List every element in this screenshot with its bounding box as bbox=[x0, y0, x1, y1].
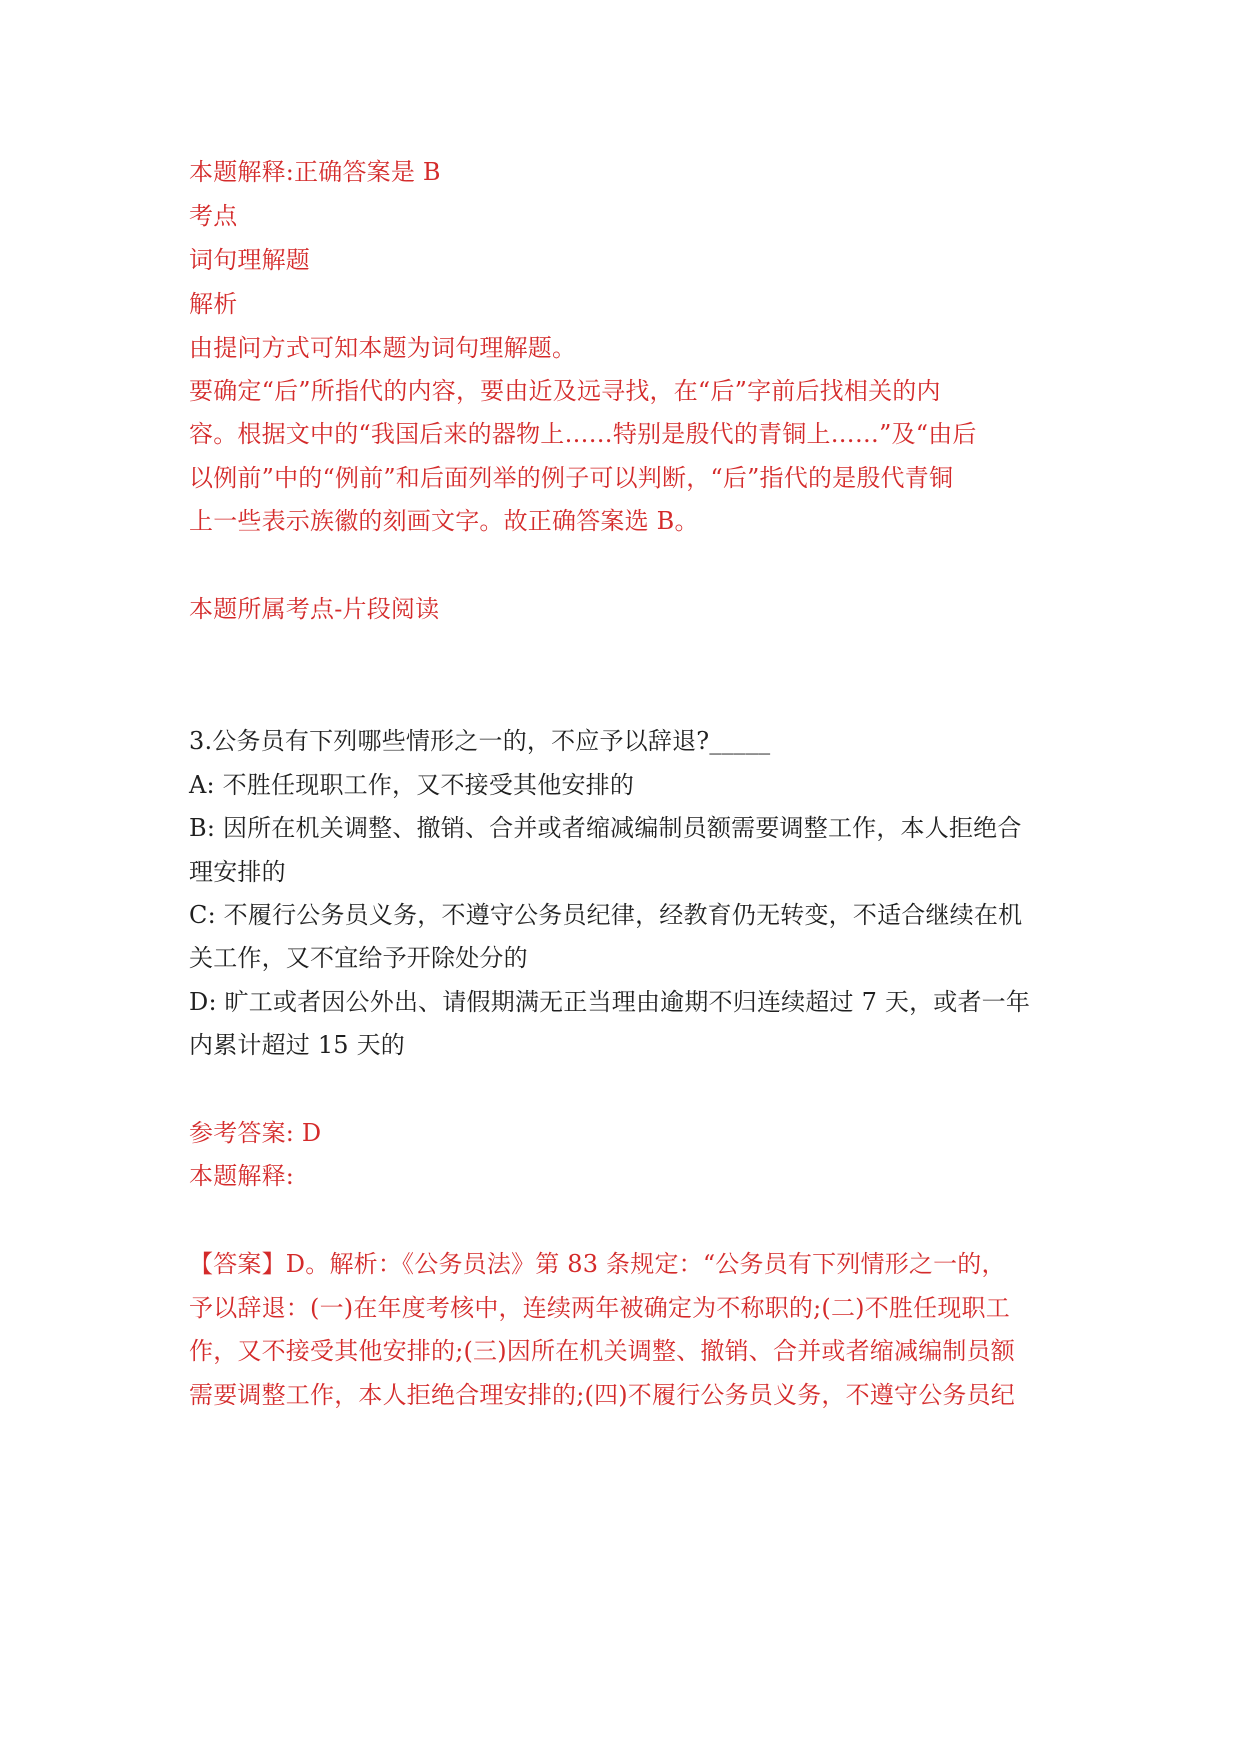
explanation-line: 由提问方式可知本题为词句理解题。 bbox=[189, 334, 577, 362]
kaodian-label: 考点 bbox=[189, 202, 238, 230]
explanation-line: 要确定“后”所指代的内容，要由近及远寻找，在“后”字前后找相关的内 bbox=[189, 377, 941, 405]
option-b-continued: 理安排的 bbox=[189, 858, 286, 886]
answer-explanation-line: 【答案】D。解析：《公务员法》第 83 条规定：“公务员有下列情形之一的， bbox=[189, 1250, 1006, 1278]
option-c: C: 不履行公务员义务，不遵守公务员纪律，经教育仍无转变，不适合继续在机 bbox=[189, 901, 1023, 929]
explanation-line: 上一些表示族徽的刻画文字。故正确答案选 B。 bbox=[189, 507, 699, 535]
answer-explanation-line: 需要调整工作，本人拒绝合理安排的;(四)不履行公务员义务，不遵守公务员纪 bbox=[189, 1381, 1016, 1409]
answer-explanation-line: 作，又不接受其他安排的;(三)因所在机关调整、撤销、合并或者缩减编制员额 bbox=[189, 1337, 1016, 1365]
option-c-continued: 关工作，又不宜给予开除处分的 bbox=[189, 944, 528, 972]
option-d: D: 旷工或者因公外出、请假期满无正当理由逾期不归连续超过 7 天，或者一年 bbox=[189, 988, 1031, 1016]
explanation-header: 本题解释:正确答案是 B bbox=[189, 158, 441, 186]
explanation-label: 本题解释: bbox=[189, 1162, 295, 1190]
option-a: A: 不胜任现职工作，又不接受其他安排的 bbox=[189, 771, 635, 799]
explanation-line: 容。根据文中的“我国后来的器物上……特别是殷代的青铜上……”及“由后 bbox=[189, 420, 977, 448]
kaodian-value: 词句理解题 bbox=[189, 246, 310, 274]
reference-answer: 参考答案: D bbox=[189, 1119, 322, 1147]
explanation-line: 以例前”中的“例前”和后面列举的例子可以判断，“后”指代的是殷代青铜 bbox=[189, 464, 954, 492]
topic-line: 本题所属考点-片段阅读 bbox=[189, 595, 440, 623]
jiexi-label: 解析 bbox=[189, 290, 238, 318]
option-d-continued: 内累计超过 15 天的 bbox=[189, 1031, 405, 1059]
option-b: B: 因所在机关调整、撤销、合并或者缩减编制员额需要调整工作，本人拒绝合 bbox=[189, 814, 1022, 842]
answer-explanation-line: 予以辞退：(一)在年度考核中，连续两年被确定为不称职的;(二)不胜任现职工 bbox=[189, 1294, 1010, 1322]
question-stem: 3.公务员有下列哪些情形之一的，不应予以辞退?_____ bbox=[189, 727, 771, 755]
